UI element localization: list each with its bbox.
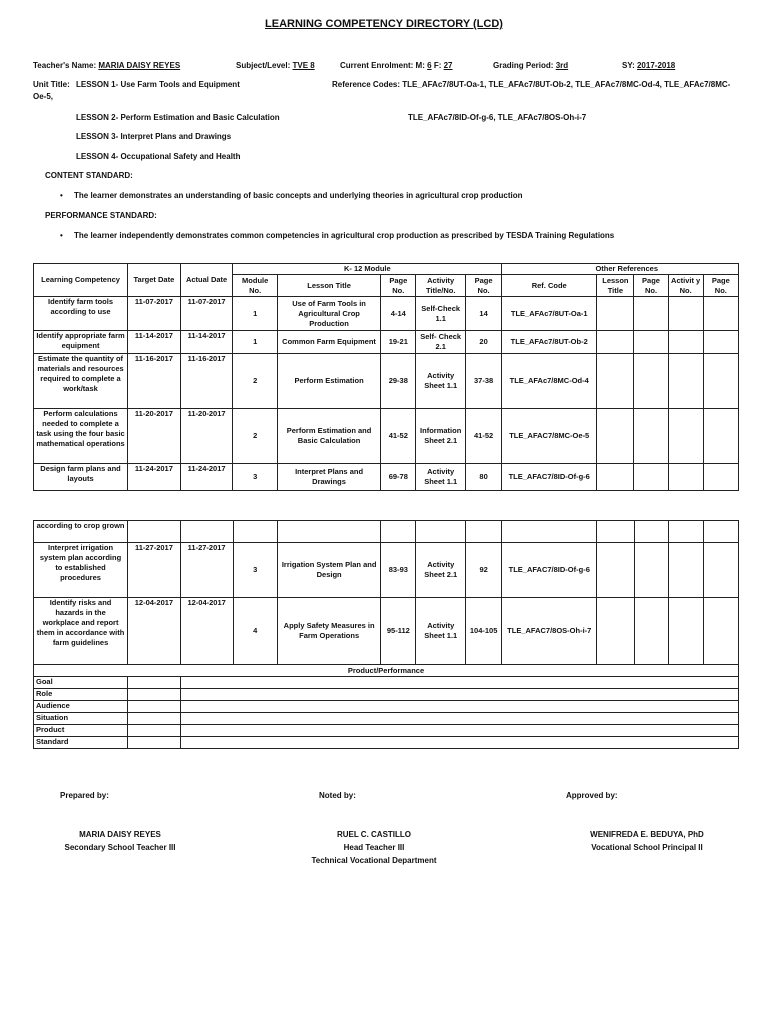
sy-value: 2017-2018 (636, 61, 676, 70)
header-ref-code: Ref. Code (502, 275, 597, 297)
ref-code-cell: TLE_AFAC7/8MC-Oe-5 (502, 409, 597, 464)
actual-date-cell: 11-16-2017 (180, 354, 233, 409)
empty-cell (703, 464, 738, 491)
grasps-label: Role (34, 689, 128, 701)
grasps-label: Audience (34, 701, 128, 713)
page2-cell: 104-105 (466, 598, 502, 665)
lesson-title-cell: Perform Estimation and Basic Calculation (277, 409, 380, 464)
header-other-page-no-2: Page No. (703, 275, 738, 297)
noted-by-name: RUEL C. CASTILLO (336, 830, 412, 839)
empty-cell (128, 689, 181, 701)
lesson-2: LESSON 2- Perform Estimation and Basic Calculation (76, 113, 280, 122)
empty-cell (597, 409, 634, 464)
empty-cell (502, 521, 597, 543)
unit-label: Unit Title: (33, 80, 70, 89)
target-date-cell: 12-04-2017 (128, 598, 181, 665)
empty-cell (277, 521, 380, 543)
activity-cell: Activity Sheet 1.1 (416, 464, 466, 491)
empty-cell (668, 354, 703, 409)
lesson-title-cell: Common Farm Equipment (277, 331, 380, 354)
header-k12-module: K- 12 Module (233, 264, 502, 275)
empty-cell (597, 331, 634, 354)
grasps-value (180, 713, 738, 725)
empty-cell (597, 543, 634, 598)
empty-cell (180, 521, 233, 543)
activity-cell: Self- Check 2.1 (416, 331, 466, 354)
ref-code-cell: TLE_AFAC7/8ID-Of-g-6 (502, 543, 597, 598)
module-cell: 1 (233, 331, 277, 354)
competency-table-continued (33, 520, 739, 749)
grasps-value (180, 701, 738, 713)
empty-cell (668, 464, 703, 491)
empty-cell (668, 297, 703, 331)
empty-cell (597, 464, 634, 491)
empty-cell (703, 409, 738, 464)
grasps-row (34, 677, 739, 689)
target-date-cell: 11-07-2017 (128, 297, 181, 331)
header-learning-competency: Learning Competency (34, 264, 128, 297)
lesson-4: LESSON 4- Occupational Safety and Health (76, 152, 241, 161)
prepared-by-label: Prepared by: (60, 791, 109, 800)
page-cell: 95-112 (381, 598, 416, 665)
empty-cell (634, 464, 668, 491)
empty-cell (634, 598, 668, 665)
page2-cell: 20 (465, 331, 501, 354)
empty-cell (703, 331, 738, 354)
empty-cell (128, 521, 181, 543)
target-date-cell: 11-14-2017 (128, 331, 181, 354)
table-row (34, 598, 739, 665)
grasps-row (34, 725, 739, 737)
competency-cell: Identify appropriate farm equipment (34, 331, 128, 354)
ref-label: Reference Codes: (332, 80, 401, 89)
teacher-label: Teacher's Name: (33, 61, 97, 70)
reference-codes (332, 80, 730, 89)
subject-value: TVE 8 (292, 61, 315, 70)
enrolment-f: 27 (443, 61, 453, 70)
lesson-title-cell: Use of Farm Tools in Agricultural Crop Production (277, 297, 380, 331)
ref-code-cell: TLE_AFAc7/8UT-Ob-2 (502, 331, 597, 354)
competency-table (33, 263, 739, 491)
empty-cell (634, 354, 668, 409)
actual-date-cell: 11-07-2017 (180, 297, 233, 331)
actual-date-cell: 11-27-2017 (180, 543, 233, 598)
table-row (34, 464, 739, 491)
enrolment-m: 6 (427, 61, 432, 70)
lesson-3: LESSON 3- Interpret Plans and Drawings (76, 132, 232, 141)
activity-cell: Information Sheet 2.1 (416, 409, 466, 464)
grading-field (493, 61, 568, 70)
performance-standard-label: PERFORMANCE STANDARD: (45, 211, 157, 220)
page-cell: 4-14 (381, 297, 416, 331)
ref-code-cell: TLE_AFAc7/8UT-Oa-1 (502, 297, 597, 331)
sy-label: SY: (622, 61, 635, 70)
empty-cell (466, 521, 502, 543)
empty-cell (233, 521, 277, 543)
empty-cell (634, 297, 668, 331)
empty-cell (597, 297, 634, 331)
activity-cell: Activity Sheet 1.1 (416, 354, 466, 409)
ref-line-1b: Oe-5, (33, 92, 54, 101)
grasps-label: Situation (34, 713, 128, 725)
activity-cell: Activity Sheet 2.1 (416, 543, 466, 598)
target-date-cell: 11-16-2017 (128, 354, 181, 409)
performance-standard-text: • The learner independently demonstrates common competencies in agricultural crop production as prescribed by TESDA Training Regulations (74, 231, 614, 240)
ref-code-cell: TLE_AFAC7/8ID-Of-g-6 (502, 464, 597, 491)
noted-by-department: Technical Vocational Department (311, 856, 437, 865)
empty-cell (703, 354, 738, 409)
header-other-activity-no: Activit y No. (668, 275, 703, 297)
noted-by-label: Noted by: (319, 791, 356, 800)
page-cell: 29-38 (381, 354, 416, 409)
empty-cell (668, 543, 703, 598)
table-row (34, 331, 739, 354)
document-title: LEARNING COMPETENCY DIRECTORY (LCD) (265, 18, 503, 30)
module-cell: 2 (233, 354, 277, 409)
activity-cell: Activity Sheet 1.1 (416, 598, 466, 665)
header-activity: Activity Title/No. (416, 275, 466, 297)
grasps-value (180, 737, 738, 749)
page-cell: 69-78 (381, 464, 416, 491)
grasps-row (34, 737, 739, 749)
competency-cell: Interpret irrigation system plan according to established procedures (34, 543, 128, 598)
grading-label: Grading Period: (493, 61, 554, 70)
header-other-references: Other References (502, 264, 739, 275)
ref-line-1: TLE_AFAc7/8UT-Oa-1, TLE_AFAc7/8UT-Ob-2, TLE_AFAc7/8MC-Od-4, TLE_AFAc7/8MC- (402, 80, 731, 89)
enrolment-f-label: F: (433, 61, 442, 70)
subject-label: Subject/Level: (236, 61, 291, 70)
subject-field (236, 61, 315, 70)
competency-cell: Perform calculations needed to complete a task using the four basic mathematical operations (34, 409, 128, 464)
enrolment-field (340, 61, 453, 70)
competency-cell-continued: according to crop grown (34, 521, 128, 543)
table-row (34, 543, 739, 598)
empty-cell (634, 521, 668, 543)
lesson-1: LESSON 1- Use Farm Tools and Equipment (75, 80, 240, 89)
header-target-date: Target Date (128, 264, 181, 297)
page2-cell: 92 (466, 543, 502, 598)
grasps-label: Standard (34, 737, 128, 749)
lesson-title-cell: Apply Safety Measures in Farm Operations (277, 598, 380, 665)
page-cell: 19-21 (381, 331, 416, 354)
page2-cell: 14 (465, 297, 501, 331)
noted-by-title: Head Teacher III (343, 843, 405, 852)
target-date-cell: 11-27-2017 (128, 543, 181, 598)
table-row (34, 409, 739, 464)
empty-cell (668, 409, 703, 464)
header-page-no: Page No. (381, 275, 416, 297)
header-lesson-title: Lesson Title (277, 275, 380, 297)
grasps-value (180, 689, 738, 701)
ref-code-cell: TLE_AFAc7/8MC-Od-4 (502, 354, 597, 409)
lesson-title-cell: Perform Estimation (277, 354, 380, 409)
empty-cell (668, 331, 703, 354)
teacher-name-field (33, 61, 180, 70)
approved-by-title: Vocational School Principal II (591, 843, 703, 852)
approved-by-label: Approved by: (566, 791, 618, 800)
empty-cell (597, 598, 634, 665)
actual-date-cell: 11-14-2017 (180, 331, 233, 354)
empty-cell (668, 521, 703, 543)
empty-cell (634, 409, 668, 464)
empty-cell (703, 543, 738, 598)
module-cell: 3 (233, 543, 277, 598)
activity-cell: Self-Check 1.1 (416, 297, 466, 331)
module-cell: 4 (233, 598, 277, 665)
table-row (34, 354, 739, 409)
empty-cell (634, 331, 668, 354)
content-standard-text: • The learner demonstrates an understanding of basic concepts and underlying theories in agricultural crop production (74, 191, 523, 200)
lesson-title-cell: Irrigation System Plan and Design (277, 543, 380, 598)
actual-date-cell: 11-20-2017 (180, 409, 233, 464)
header-other-lesson-title: Lesson Title (597, 275, 634, 297)
grasps-value (180, 725, 738, 737)
table-row (34, 521, 739, 543)
page2-cell: 41-52 (465, 409, 501, 464)
empty-cell (128, 725, 181, 737)
page2-cell: 37-38 (465, 354, 501, 409)
content-standard-label: CONTENT STANDARD: (45, 171, 133, 180)
empty-cell (128, 677, 181, 689)
empty-cell (597, 354, 634, 409)
target-date-cell: 11-20-2017 (128, 409, 181, 464)
competency-cell: Design farm plans and layouts (34, 464, 128, 491)
empty-cell (128, 737, 181, 749)
empty-cell (703, 598, 738, 665)
competency-cell: Identify risks and hazards in the workplace and report them in accordance with farm guidelines (34, 598, 128, 665)
grading-value: 3rd (555, 61, 569, 70)
approved-by-name: WENIFREDA E. BEDUYA, PhD (590, 830, 704, 839)
grasps-row (34, 701, 739, 713)
ref-line-2: TLE_AFAc7/8ID-Of-g-6, TLE_AFAc7/8OS-Oh-i-7 (408, 113, 587, 122)
grasps-row (34, 713, 739, 725)
empty-cell (634, 543, 668, 598)
sy-field (622, 61, 675, 70)
module-cell: 1 (233, 297, 277, 331)
prepared-by-title: Secondary School Teacher III (64, 843, 176, 852)
header-page-no-2: Page No. (465, 275, 501, 297)
empty-cell (703, 521, 738, 543)
ref-code-cell: TLE_AFAC7/8OS-Oh-i-7 (502, 598, 597, 665)
teacher-name: MARIA DAISY REYES (98, 61, 181, 70)
prepared-by-name: MARIA DAISY REYES (79, 830, 161, 839)
enrolment-label: Current Enrolment: M: (340, 61, 425, 70)
page2-cell: 80 (465, 464, 501, 491)
module-cell: 3 (233, 464, 277, 491)
page-cell: 41-52 (381, 409, 416, 464)
actual-date-cell: 12-04-2017 (180, 598, 233, 665)
grasps-label: Goal (34, 677, 128, 689)
grasps-value (180, 677, 738, 689)
lesson-title-cell: Interpret Plans and Drawings (277, 464, 380, 491)
target-date-cell: 11-24-2017 (128, 464, 181, 491)
header-actual-date: Actual Date (180, 264, 233, 297)
competency-cell: Estimate the quantity of materials and resources required to complete a work/task (34, 354, 128, 409)
page-cell: 83-93 (381, 543, 416, 598)
actual-date-cell: 11-24-2017 (180, 464, 233, 491)
product-performance-header: Product/Performance (34, 665, 739, 677)
header-other-page-no: Page No. (634, 275, 668, 297)
unit-title-row (33, 80, 240, 89)
header-module-no: Module No. (233, 275, 277, 297)
empty-cell (597, 521, 634, 543)
empty-cell (703, 297, 738, 331)
module-cell: 2 (233, 409, 277, 464)
empty-cell (128, 713, 181, 725)
grasps-label: Product (34, 725, 128, 737)
empty-cell (668, 598, 703, 665)
table-row (34, 297, 739, 331)
competency-cell: Identify farm tools according to use (34, 297, 128, 331)
empty-cell (128, 701, 181, 713)
empty-cell (416, 521, 466, 543)
grasps-row (34, 689, 739, 701)
empty-cell (381, 521, 416, 543)
